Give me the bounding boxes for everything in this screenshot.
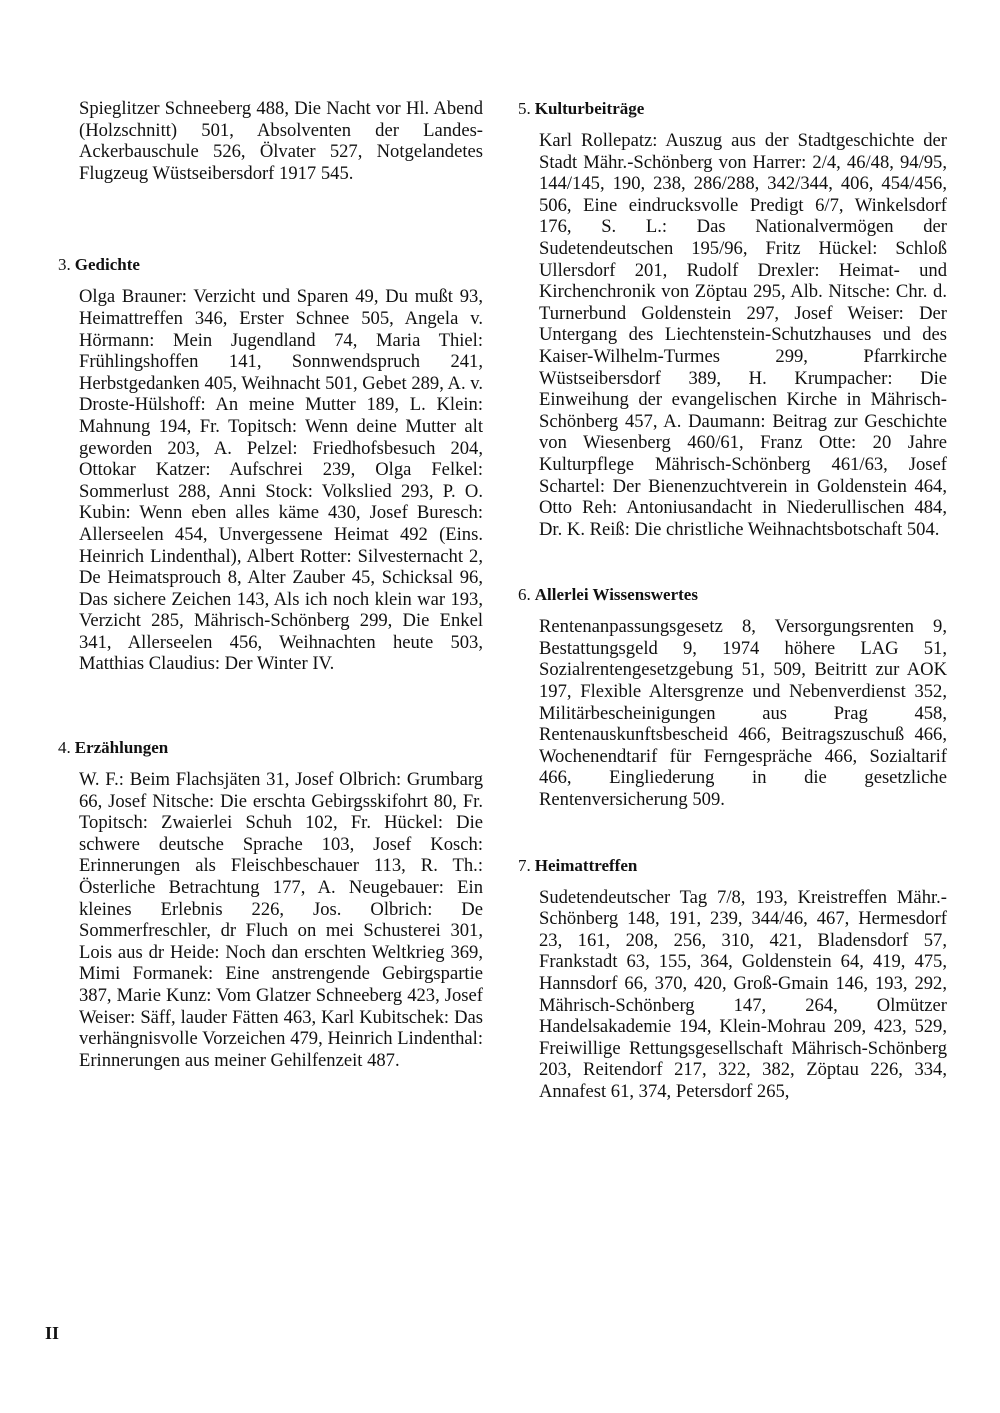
section-heading	[518, 855, 947, 877]
section-heading	[518, 584, 947, 606]
section-kulturbeitraege	[518, 98, 947, 540]
section-gedichte	[58, 254, 483, 675]
section-body: Rentenanpassungsgesetz 8, Versorgungsrenten 9, Bestattungsgeld 9, 1974 höhere LAG 51, Sozialrentengesetzgebung 51, 509, Beitritt zur AOK 197, Flexible Altersgrenze und Nebenverdienst 352, Militärbescheinigungen aus Prag 458, Rentenauskunftsbescheid 466, Beitragszuschuß 466, Wochenendtarif für Ferngespräche 466, Sozialtarif 466, Eingliederung in die gesetzliche Rentenversicherung 509.	[539, 616, 947, 811]
section-number: 3.	[58, 255, 71, 275]
section-number: 6.	[518, 585, 531, 605]
section-heading	[58, 254, 483, 276]
section-title: Erzählungen	[74, 738, 169, 758]
section-allerlei-wissenswertes	[518, 584, 947, 811]
section-number: 4.	[58, 738, 71, 758]
section-body: Sudetendeutscher Tag 7/8, 193, Kreistreffen Mähr.-Schönberg 148, 191, 239, 344/46, 467, Hermesdorf 23, 161, 208, 256, 310, 421, Bladensdorf 57, Frankstadt 63, 155, 364, Goldenstein 64, 419, 475, Hannsdorf 66, 370, 420, Groß-Gmain 146, 193, 292, Mährisch-Schönberg 147, 264, Olmützer Handelsakademie 194, Klein-Mohrau 209, 423, 529, Freiwillige Rettungsgesellschaft Mährisch-Schönberg 203, Reitendorf 217, 322, 382, Zöptau 226, 334, Annafest 61, 374, Petersdorf 265,	[539, 886, 947, 1102]
section-number: 5.	[518, 99, 531, 118]
section-heimattreffen	[518, 855, 947, 1103]
section-heading	[518, 98, 947, 120]
section-2-continuation: Spieglitzer Schneeberg 488, Die Nacht vor Hl. Abend (Holzschnitt) 501, Absolventen der Landes-Ackerbauschule 526, Ölvater 527, Notgelandetes Flugzeug Wüstseibersdorf 1917 545.	[79, 98, 483, 184]
section-title: Allerlei Wissenswertes	[534, 585, 698, 605]
section-title: Gedichte	[74, 255, 140, 275]
left-column	[58, 98, 483, 1071]
section-erzaehlungen	[58, 737, 483, 1071]
section-heading	[58, 737, 483, 759]
section-number: 7.	[518, 855, 531, 875]
right-column	[518, 98, 947, 1103]
section-title: Heimattreffen	[534, 855, 638, 875]
section-body: Karl Rollepatz: Auszug aus der Stadtgeschichte der Stadt Mähr.-Schönberg von Harrer: 2/4, 46/48, 94/95, 144/145, 190, 238, 286/288, 342/344, 406, 454/456, 506, Eine eindrucksvolle Predigt 6/7, Winkelsdorf 176, S. L.: Das Nationalvermögen der Sudetendeutschen 195/96, Fritz Hückel: Schloß Ullersdorf 201, Rudolf Drexler: Heimat- und Kirchenchronik von Zöptau 295, Alb. Nitsche: Chr. d. Turnerbund Goldenstein 297, Josef Weiser: Der Untergang des Liechtenstein-Schutzhauses und des Kaiser-Wilhelm-Turmes 299, Pfarrkirche Wüstseibersdorf 389, H. Krumpacher: Die Einweihung der evangelischen Kirche in Mährisch-Schönberg 457, A. Daumann: Beitrag zur Geschichte von Wiesenberg 460/61, Franz Otte: 20 Jahre Kulturpflege Mährisch-Schönberg 461/63, Josef Schartel: Der Bienenzuchtverein in Goldenstein 464, Otto Reh: Antoniusandacht in Niederullischen 484, Dr. K. Reiß: Die christliche Weihnachtsbotschaft 504.	[539, 130, 947, 540]
section-title: Kulturbeiträge	[534, 99, 645, 118]
section-body: Olga Brauner: Verzicht und Sparen 49, Du mußt 93, Heimattreffen 346, Erster Schnee 505, Angela v. Hörmann: Mein Jugendland 74, Maria Thiel: Frühlingshoffen 141, Sonnwendspruch 241, Herbstgedanken 405, Weihnacht 501, Gebet 289, A. v. Droste-Hülshoff: An meine Mutter 189, L. Klein: Mahnung 194, Fr. Topitsch: Wenn deine Mutter alt geworden 203, A. Pelzel: Friedhofsbesuch 204, Ottokar Katzer: Aufschrei 239, Olga Felkel: Sommerlust 288, Anni Stock: Volkslied 293, P. O. Kubin: Wenn eben alles käme 430, Josef Buresch: Allerseelen 454, Unvergessene Heimat 492 (Eins. Heinrich Lindenthal), Albert Rotter: Silvesternacht 2, De Heimatsprouch 8, Alter Zauber 45, Schicksal 96, Das sichere Zeichen 143, Als ich noch klein war 193, Verzicht 285, Mährisch-Schönberg 299, Die Enkel 341, Allerseelen 456, Weihnachten heute 503, Matthias Claudius: Der Winter IV.	[79, 286, 483, 675]
section-body: W. F.: Beim Flachsjäten 31, Josef Olbrich: Grumbarg 66, Josef Nitsche: Die erschta Gebirgsskifohrt 80, Fr. Topitsch: Zwaierlei Schuh 102, Fr. Hückel: Die schwere deutsche Sprache 103, Josef Kosch: Erinnerungen als Fleischbeschauer 113, R. Th.: Österliche Betrachtung 177, A. Neugebauer: Ein kleines Erlebnis 226, Jos. Olbrich: De Sommerfreschler, dr Fluch on mei Schusterei 301, Lois aus dr Heide: Noch dan erschten Weltkrieg 369, Mimi Formanek: Eine anstrengende Gebirgspartie 387, Marie Kunz: Vom Glatzer Schneeberg 423, Josef Weiser: Säff, lauder Fätten 463, Karl Kubitschek: Das verhängnisvolle Vorzeichen 479, Heinrich Lindenthal: Erinnerungen aus meiner Gehilfenzeit 487.	[79, 769, 483, 1071]
page-number: II	[45, 1323, 60, 1343]
